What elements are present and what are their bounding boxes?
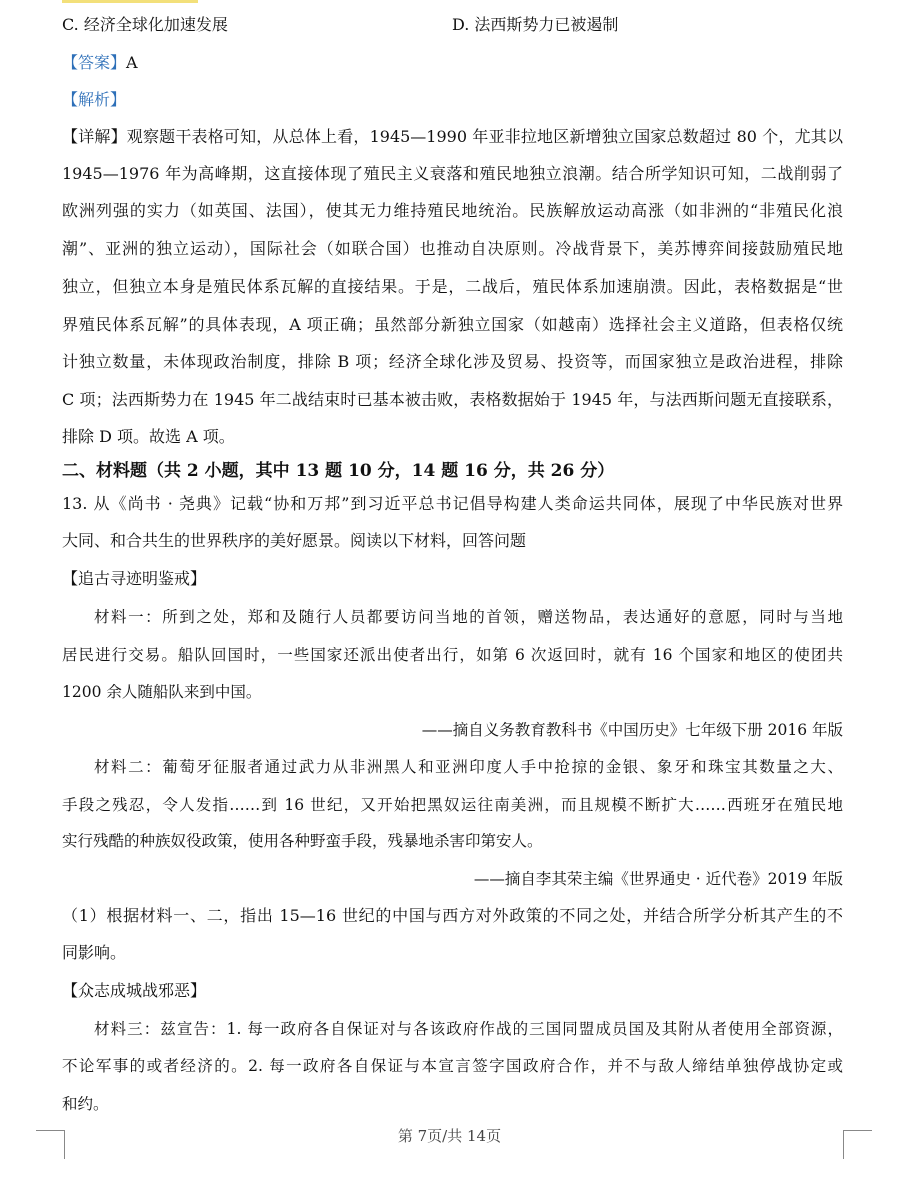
section-title: 二、材料题（共 2 小题，其中 13 题 10 分，14 题 16 分，共 26 分） — [62, 461, 615, 481]
detail-line: 1945—1976 年为高峰期，这直接体现了殖民主义衰落和殖民地独立浪潮。结合所学知识可知，二战削弱了 — [62, 164, 843, 183]
question-1-line: （1）根据材料一、二，指出 15—16 世纪的中国与西方对外政策的不同之处，并结合所学分析其产生的不 — [62, 906, 843, 925]
option-c: C. 经济全球化加速发展 — [62, 15, 228, 34]
page-footer: 第 7页/共 14页 — [397, 1127, 502, 1145]
answer-value: A — [126, 53, 138, 72]
answer-tag: 【答案】 — [62, 53, 127, 72]
answer-line — [62, 52, 138, 74]
material-3-line: 不论军事的或者经济的。2. 每一政府各自保证与本宣言签字国政府合作，并不与敌人缔结单独停战协定或 — [62, 1057, 843, 1075]
subsection-heading: 【追古寻迹明鉴戒】 — [62, 569, 207, 588]
detail-line: 潮”、亚洲的独立运动），国际社会（如联合国）也推动自决原则。冷战背景下，美苏博弈间接鼓励殖民地 — [62, 239, 843, 258]
detail-line: 排除 D 项。故选 A 项。 — [62, 427, 235, 446]
question-13-line: 大同、和合共生的世界秩序的美好愿景。阅读以下材料，回答问题 — [62, 531, 527, 550]
material-3-line: 和约。 — [62, 1095, 109, 1113]
material-1-line: 材料一：所到之处，郑和及随行人员都要访问当地的首领，赠送物品，表达通好的意愿，同时与当地 — [94, 608, 843, 626]
option-d: D. 法西斯势力已被遏制 — [452, 15, 619, 34]
material-2-line: 实行残酷的种族奴役政策，使用各种野蛮手段，残暴地杀害印第安人。 — [62, 832, 543, 850]
text-highlight — [62, 0, 198, 3]
question-1-line: 同影响。 — [62, 943, 127, 962]
subsection-heading: 【众志成城战邪恶】 — [62, 981, 207, 1000]
detail-line: C 项；法西斯势力在 1945 年二战结束时已基本被击败，表格数据始于 1945 年，与法西斯问题无直接联系， — [62, 390, 843, 409]
material-2-line: 手段之残忍，令人发指……到 16 世纪，又开始把黑奴运往南美洲，而且规模不断扩大……西班牙在殖民地 — [62, 796, 843, 814]
detail-line: 计独立数量，未体现政治制度，排除 B 项；经济全球化涉及贸易、投资等，而国家独立是政治进程，排除 — [62, 352, 843, 371]
detail-line: 欧洲列强的实力（如英国、法国），使其无力维持殖民地统治。民族解放运动高涨（如非洲的“非殖民化浪 — [62, 201, 843, 220]
source-citation: ——摘自义务教育教科书《中国历史》七年级下册 2016 年版 — [421, 721, 843, 739]
analysis-tag: 【解析】 — [62, 90, 127, 109]
source-citation: ——摘自李其荣主编《世界通史 · 近代卷》2019 年版 — [473, 870, 843, 888]
question-13-line: 13. 从《尚书 · 尧典》记载“协和万邦”到习近平总书记倡导构建人类命运共同体，展现了中华民族对世界 — [62, 494, 843, 513]
detail-line: 界殖民体系瓦解”的具体表现，A 项正确；虽然部分新独立国家（如越南）选择社会主义道路，但表格仅统 — [62, 315, 843, 334]
material-1-line: 1200 余人随船队来到中国。 — [62, 683, 262, 701]
material-3-line: 材料三：兹宣告：1. 每一政府各自保证对与各该政府作战的三国同盟成员国及其附从者使用全部资源， — [94, 1020, 843, 1038]
material-1-line: 居民进行交易。船队回国时，一些国家还派出使者出行，如第 6 次返回时，就有 16 个国家和地区的使团共 — [62, 646, 843, 664]
analysis-line — [62, 89, 126, 111]
detail-line: 【详解】观察题干表格可知，从总体上看，1945—1990 年亚非拉地区新增独立国家总数超过 80 个，尤其以 — [62, 127, 843, 146]
material-2-line: 材料二：葡萄牙征服者通过武力从非洲黑人和亚洲印度人手中抢掠的金银、象牙和珠宝其数量之大、 — [94, 758, 843, 776]
detail-line: 独立，但独立本身是殖民体系瓦解的直接结果。于是，二战后，殖民体系加速崩溃。因此，表格数据是“世 — [62, 277, 843, 296]
